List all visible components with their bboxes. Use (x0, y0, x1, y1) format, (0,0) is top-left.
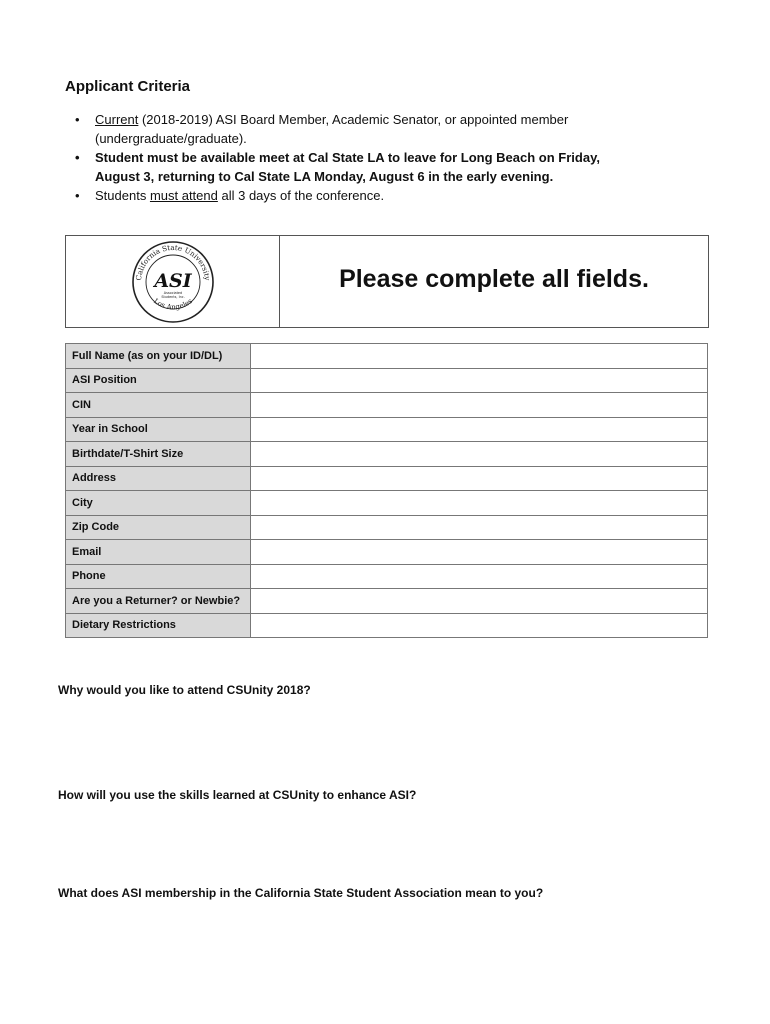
criteria-item-eligibility (75, 110, 635, 148)
field-input[interactable] (251, 442, 708, 467)
field-input[interactable] (251, 466, 708, 491)
asi-seal-logo-icon (131, 240, 215, 324)
question-why-attend: Why would you like to attend CSUnity 2018? (58, 683, 311, 697)
field-input[interactable] (251, 515, 708, 540)
field-label: CIN (66, 393, 251, 418)
logo-sub-line-1: Associated (163, 290, 182, 295)
criteria-list (75, 110, 635, 205)
field-input[interactable] (251, 368, 708, 393)
form-row (66, 344, 708, 369)
form-row (66, 491, 708, 516)
bullet-icon: • (75, 150, 80, 165)
field-label: ASI Position (66, 368, 251, 393)
criteria-heading: Applicant Criteria (65, 78, 191, 95)
field-input[interactable] (251, 417, 708, 442)
form-row (66, 515, 708, 540)
form-row (66, 589, 708, 614)
logo-sub-line-2: Students, Inc. (160, 294, 185, 299)
field-label: Dietary Restrictions (66, 613, 251, 638)
field-input[interactable] (251, 589, 708, 614)
form-row (66, 393, 708, 418)
logo-cell (66, 236, 280, 327)
form-title: Please complete all fields. (339, 265, 649, 293)
criteria-item-1-emphasis: Current (95, 112, 139, 127)
question-skills: How will you use the skills learned at CSUnity to enhance ASI? (58, 788, 417, 802)
field-input[interactable] (251, 540, 708, 565)
form-header (65, 235, 709, 328)
criteria-item-3-emphasis: must attend (149, 188, 218, 203)
criteria-item-availability (75, 148, 635, 186)
question-membership: What does ASI membership in the California State Student Association mean to you? (58, 886, 544, 900)
form-row (66, 442, 708, 467)
form-row (66, 466, 708, 491)
form-row (66, 613, 708, 638)
field-input[interactable] (251, 564, 708, 589)
criteria-item-2-line-2: August 3, returning to Cal State LA Monday, August 6 in the early evening. (95, 169, 554, 184)
criteria-item-3-end: all 3 days of the conference. (217, 188, 385, 203)
criteria-item-2-line-1: Student must be available meet at Cal State LA to leave for Long Beach on Friday, (95, 150, 600, 165)
bullet-icon: • (75, 188, 80, 203)
logo-ring-top-text: California State University (133, 242, 212, 281)
field-label: Zip Code (66, 515, 251, 540)
applicant-info-table (65, 343, 708, 638)
form-row (66, 540, 708, 565)
field-label: Phone (66, 564, 251, 589)
criteria-item-1-text: (2018-2019) ASI Board Member, Academic Senator, or appointed member (undergraduate/graduate). (95, 112, 569, 146)
criteria-item-attendance (75, 186, 635, 205)
form-row (66, 564, 708, 589)
criteria-item-3-start: Students (95, 188, 150, 203)
form-row (66, 417, 708, 442)
field-label: Are you a Returner? or Newbie? (66, 589, 251, 614)
field-label: City (66, 491, 251, 516)
field-label: Birthdate/T-Shirt Size (66, 442, 251, 467)
field-label: Year in School (66, 417, 251, 442)
field-input[interactable] (251, 613, 708, 638)
field-input[interactable] (251, 344, 708, 369)
field-label: Address (66, 466, 251, 491)
field-label: Email (66, 540, 251, 565)
field-input[interactable] (251, 393, 708, 418)
form-row (66, 368, 708, 393)
bullet-icon: • (75, 112, 80, 127)
logo-mark: ASI (153, 269, 192, 292)
logo-ring-bottom-text: Los Angeles (151, 296, 194, 311)
field-label: Full Name (as on your ID/DL) (66, 344, 251, 369)
field-input[interactable] (251, 491, 708, 516)
